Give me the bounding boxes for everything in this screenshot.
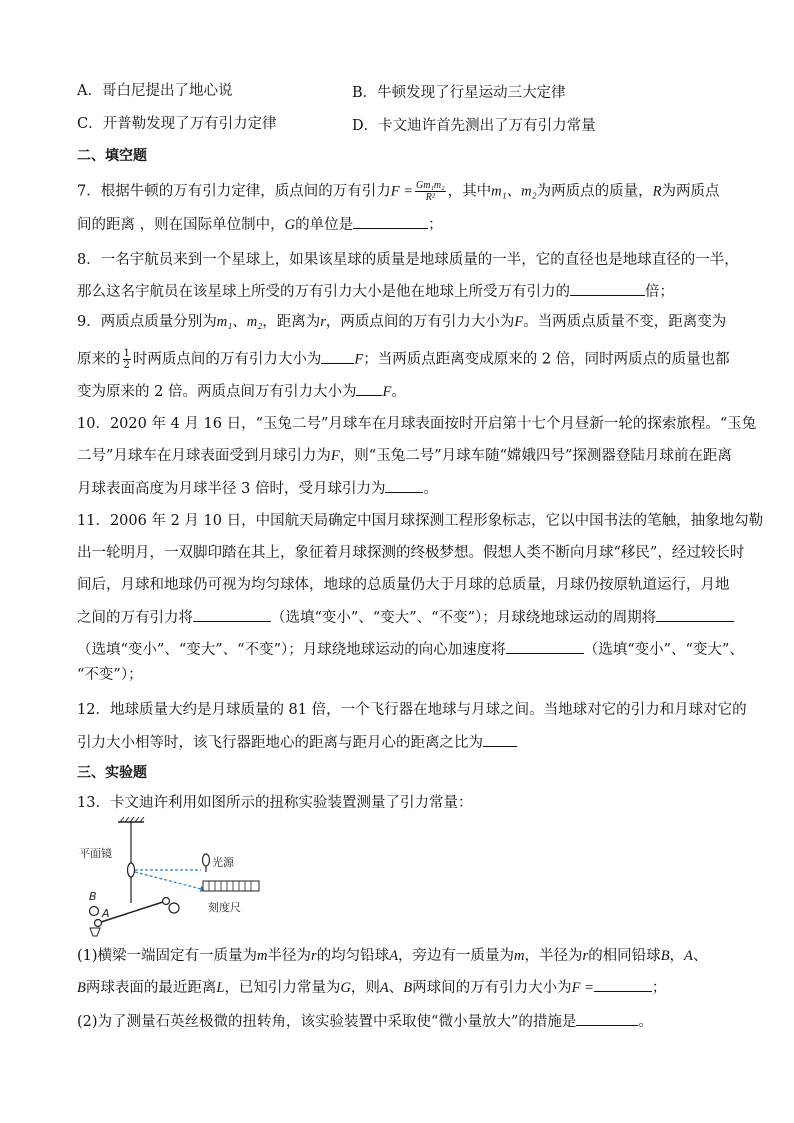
q11-text-1: 之间的万有引力将 <box>77 610 193 626</box>
question-13-part-2 <box>77 1011 653 1032</box>
q13-m-var-2: m <box>514 948 525 964</box>
q9-text-7: ；当两质点距离变成原来的 2 倍，同时两质点的质量也都 <box>363 351 730 368</box>
q13-a-var-2: A <box>684 948 693 964</box>
question-11-line-3: 间后，月球和地球仍可视为均匀球体，地球的总质量仍大于月球的总质量，月球仍按原轨道运行，月地 <box>77 577 730 593</box>
q13-f-eq: F = <box>571 980 594 996</box>
q13-b-var-2: B <box>77 980 86 996</box>
q7-mass-vars: m₁、m₂ <box>491 183 537 200</box>
q9-fraction-denominator: 2 <box>123 360 130 371</box>
q9-text-3: ，两质点间的万有引力大小为 <box>325 314 515 330</box>
large-ball-right <box>169 903 179 913</box>
q13-r-var-2: r <box>582 948 589 964</box>
q13-m-var: m <box>257 948 268 964</box>
q13-b-var: B <box>660 948 670 964</box>
q9-text-8: 变为原来的 2 倍。两质点间万有引力大小为 <box>77 384 357 400</box>
question-13-part-1-line-2 <box>77 977 666 998</box>
q13-b-var-3: B <box>403 980 413 996</box>
question-7-line-2 <box>77 214 443 235</box>
q13-text-11: ，则 <box>350 980 380 996</box>
q9-half-fraction <box>123 348 131 371</box>
q11-answer-blank-1[interactable] <box>193 607 271 622</box>
q13-text-8: 、 <box>692 948 708 964</box>
q10-text-4: 。 <box>423 481 438 497</box>
question-8-line-2 <box>77 281 674 302</box>
q7-g-var: G <box>284 217 296 233</box>
q9-text-2: ，距离为 <box>262 314 321 330</box>
q8-text-1: 那么这名宇航员在该星球上所受的万有引力大小是他在地球上所受万有引力的 <box>77 284 570 300</box>
q10-text-1: 二号”月球车在月球表面受到月球引力为 <box>77 448 331 464</box>
q9-text-1: 9．两质点质量分别为 <box>77 314 217 330</box>
q11-text-4: （选填“变小”、“变大”、 <box>583 642 744 658</box>
option-a: A．哥白尼提出了地心说 <box>77 83 233 99</box>
q10-answer-blank[interactable] <box>385 478 423 493</box>
section-title-fill-blank: 二、填空题 <box>77 148 147 164</box>
q13-text-5: ，半径为 <box>524 948 583 964</box>
q7-formula-lhs: F = <box>390 183 414 200</box>
q11-text-3: （选填“变小”、“变大”、“不变”）；月球绕地球运动的向心加速度将 <box>77 642 506 658</box>
q7-r-var: R <box>652 183 662 200</box>
q7-text-2: ，其中 <box>447 183 492 200</box>
q7-text-6: 的单位是 <box>295 217 354 233</box>
q11-text-2: （选填“变小”、“变大”、“不变”）；月球绕地球运动的周期将 <box>271 610 657 626</box>
question-9-line-2 <box>77 348 730 371</box>
q13-text-16: 。 <box>638 1014 653 1030</box>
label-ball-b: B <box>89 890 97 903</box>
question-10-line-2 <box>77 446 732 466</box>
q9-f-var-2: F <box>354 351 364 368</box>
option-b: B．牛顿发现了行星运动三大定律 <box>352 85 566 101</box>
label-mirror: 平面镜 <box>79 847 112 860</box>
section-title-experiment: 三、实验题 <box>77 765 147 781</box>
q7-formula-numerator: Gm₁m₂ <box>416 180 445 191</box>
q13-text-13: 两球间的万有引力大小为 <box>412 980 572 996</box>
q8-text-2: 倍； <box>645 284 674 300</box>
label-scale-ruler: 刻度尺 <box>208 901 241 914</box>
q13-a-var: A <box>389 948 399 964</box>
small-ball-a <box>95 920 102 927</box>
q9-f-var: F <box>514 314 524 330</box>
q9-fraction-numerator: 1 <box>123 348 130 359</box>
q9-text-9: 。 <box>391 384 406 400</box>
q13-r-var: r <box>311 948 317 964</box>
label-ball-a: A <box>102 907 110 920</box>
q9-f-var-3: F <box>382 384 392 400</box>
q13-text-15: (2)为了测量石英丝极微的扭转角，该实验装置中采取使“微小量放大”的措施是 <box>77 1014 577 1030</box>
q13-g-var: G <box>340 980 351 996</box>
mirror-shape <box>128 863 135 877</box>
question-12-line-1: 12．地球质量大约是月球质量的 81 倍，一个飞行器在地球与月球之间。当地球对它的引力和月球对它的 <box>77 702 747 718</box>
option-c: C．开普勒发现了万有引力定律 <box>77 116 277 132</box>
question-10-line-1: 10．2020 年 4 月 16 日，“玉兔二号”月球车在月球表面按时开启第十七个月昼新一轮的探索旅程。“玉兔 <box>77 416 757 432</box>
question-12-line-2 <box>77 732 517 753</box>
q7-formula-denominator: R² <box>425 192 435 203</box>
question-11-line-1: 11．2006 年 2 月 10 日，中国航天局确定中国月球探测工程形象标志，它以中国书法的笔触，抽象地勾勒 <box>77 513 764 529</box>
question-13-intro: 13．卡文迪许利用如图所示的扭称实验装置测量了引力常量： <box>77 795 473 811</box>
q12-answer-blank[interactable] <box>483 732 517 747</box>
q7-text-1: 7．根据牛顿的万有引力定律，质点间的万有引力 <box>77 183 391 200</box>
q13-text-6: 的相同铅球 <box>588 948 661 964</box>
label-light-source: 光源 <box>212 856 234 869</box>
q13-answer-blank-1[interactable] <box>594 977 652 992</box>
q13-answer-blank-2[interactable] <box>576 1011 638 1026</box>
q7-text-5: 间的距离 ，则在国际单位制中， <box>77 217 285 233</box>
q13-text-7: ， <box>669 948 685 964</box>
q9-answer-blank-1[interactable] <box>321 349 354 364</box>
question-9-line-3 <box>77 381 406 402</box>
question-13-part-1-line-1 <box>77 946 707 966</box>
q7-answer-blank[interactable] <box>353 214 428 229</box>
q11-answer-blank-2[interactable] <box>656 607 734 622</box>
q12-text: 引力大小相等时，该飞行器距地心的距离与距月心的距离之比为 <box>77 735 483 751</box>
q13-text-14: ； <box>651 980 667 996</box>
large-ball-b <box>90 907 99 916</box>
option-d: D．卡文迪许首先测出了万有引力常量 <box>352 118 596 134</box>
light-source-bulb <box>203 854 210 866</box>
q8-answer-blank[interactable] <box>570 281 645 296</box>
question-10-line-3 <box>77 478 438 499</box>
q9-text-4: 。当两质点质量不变，距离变为 <box>523 314 727 330</box>
light-ray-reflected <box>135 872 201 889</box>
q13-text-2: 半径为 <box>267 948 312 964</box>
q10-text-2: ，则“玉兔二号”月球车随“嫦娥四号”探测器登陆月球前在距离 <box>339 448 732 464</box>
question-11-line-6: “不变”）； <box>77 667 143 683</box>
q9-r-var: r <box>320 314 326 330</box>
q11-answer-blank-3[interactable] <box>506 639 584 654</box>
q9-text-5: 原来的 <box>77 351 121 368</box>
question-11-line-2: 出一轮明月，一双脚印踏在其上，象征着月球探测的终极梦想。假想人类不断向月球“移民”，经过较长时 <box>77 545 745 561</box>
q7-formula-fraction <box>415 180 446 203</box>
ball-a-stand <box>90 928 100 936</box>
q13-text-9: 两球表面的最近距离 <box>85 980 217 996</box>
q10-text-3: 月球表面高度为月球半径 3 倍时，受月球引力为 <box>77 481 386 497</box>
q13-l-var: L <box>216 980 225 996</box>
q13-text-4: ，旁边有一质量为 <box>398 948 515 964</box>
q7-text-4: 为两质点 <box>661 183 720 200</box>
q13-a-var-3: A <box>379 980 389 996</box>
q9-text-6: 时两质点间的万有引力大小为 <box>132 351 322 368</box>
question-7-line-1 <box>77 180 720 203</box>
q13-text-1: (1)横梁一端固定有一质量为 <box>77 948 258 964</box>
q13-text-10: ，已知引力常量为 <box>224 980 341 996</box>
q13-text-3: 的均匀铅球 <box>316 948 390 964</box>
q13-text-12: 、 <box>388 980 404 996</box>
q9-mass-vars: m₁、m₂ <box>216 314 263 330</box>
torsion-balance-figure <box>78 815 298 943</box>
q7-text-3: 为两质点的质量， <box>536 183 653 200</box>
small-ball-right <box>163 898 170 905</box>
question-9-line-1 <box>77 312 726 332</box>
question-8-line-1: 8．一名宇航员来到一个星球上，如果该星球的质量是地球质量的一半，它的直径也是地球直径的一半， <box>77 252 739 268</box>
q10-f-var: F <box>330 448 340 464</box>
q7-period: ； <box>428 217 443 233</box>
question-11-line-5 <box>77 639 744 660</box>
q9-answer-blank-2[interactable] <box>356 381 382 396</box>
question-11-line-4 <box>77 607 734 628</box>
